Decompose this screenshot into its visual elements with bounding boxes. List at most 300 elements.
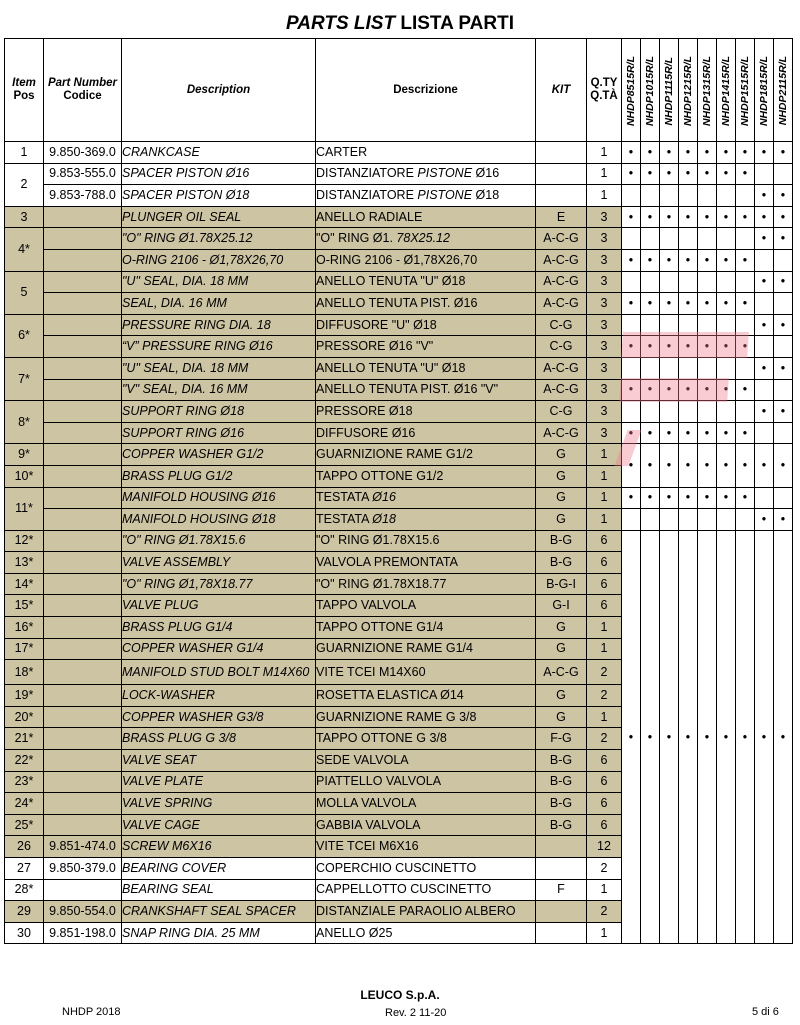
part-number-cell — [44, 401, 122, 423]
kit-cell: A-C-G — [536, 228, 587, 250]
model-dot-cell — [641, 228, 660, 250]
item-pos-cell: 4* — [5, 228, 44, 271]
model-dot-cell — [660, 185, 679, 207]
item-pos-cell: 30 — [5, 922, 44, 944]
description-cell: COPPER WASHER G1/2 — [122, 444, 316, 466]
descrizione-cell: VITE TCEI M14X60 — [316, 660, 536, 685]
qty-cell: 12 — [587, 836, 622, 858]
model-dot-cell: • — [698, 142, 717, 164]
description-cell: SCREW M6X16 — [122, 836, 316, 858]
part-number-cell: 9.853-788.0 — [44, 185, 122, 207]
item-pos-cell: 19* — [5, 685, 44, 707]
model-dot-cell: • — [698, 163, 717, 185]
model-dot-cell: • — [641, 530, 660, 944]
description-cell: CRANKSHAFT SEAL SPACER — [122, 901, 316, 923]
part-number-cell — [44, 444, 122, 466]
model-dot-cell: • — [679, 422, 698, 444]
model-header: NHDP8515R/L — [622, 39, 641, 142]
model-dot-cell — [736, 401, 755, 423]
description-cell: O-RING 2106 - Ø1,78X26,70 — [122, 249, 316, 271]
model-dot-cell: • — [660, 336, 679, 358]
description-cell: SEAL, DIA. 16 MM — [122, 293, 316, 315]
page-number: 5 di 6 — [752, 1006, 779, 1018]
qty-cell: 1 — [587, 617, 622, 639]
model-dot-cell: • — [622, 487, 641, 509]
item-pos-cell: 27 — [5, 858, 44, 880]
item-pos-cell: 28* — [5, 879, 44, 901]
model-dot-cell: • — [717, 379, 736, 401]
model-dot-cell — [755, 249, 774, 271]
qty-cell: 2 — [587, 858, 622, 880]
descrizione-cell: "O" RING Ø1.78X18.77 — [316, 573, 536, 595]
model-dot-cell: • — [755, 314, 774, 336]
descrizione-header: Descrizione — [316, 39, 536, 142]
description-cell: SUPPORT RING Ø18 — [122, 401, 316, 423]
model-dot-cell: • — [679, 163, 698, 185]
model-dot-cell: • — [641, 336, 660, 358]
model-dot-cell — [641, 271, 660, 293]
model-dot-cell — [660, 271, 679, 293]
kit-cell: G — [536, 638, 587, 660]
item-pos-cell: 20* — [5, 706, 44, 728]
model-dot-cell — [622, 228, 641, 250]
model-dot-cell: • — [774, 206, 793, 228]
kit-cell: A-C-G — [536, 660, 587, 685]
description-cell: "V" SEAL, DIA. 16 MM — [122, 379, 316, 401]
model-dot-cell: • — [717, 530, 736, 944]
description-cell: MANIFOLD HOUSING Ø18 — [122, 509, 316, 531]
model-dot-cell — [736, 357, 755, 379]
descrizione-cell: ANELLO TENUTA "U" Ø18 — [316, 357, 536, 379]
descrizione-cell: CAPPELLOTTO CUSCINETTO — [316, 879, 536, 901]
model-dot-cell: • — [660, 142, 679, 164]
model-header: NHDP1815R/L — [755, 39, 774, 142]
description-cell: VALVE PLATE — [122, 771, 316, 793]
model-dot-cell: • — [774, 271, 793, 293]
kit-header: KIT — [536, 39, 587, 142]
model-dot-cell: • — [660, 163, 679, 185]
model-dot-cell — [660, 401, 679, 423]
part-number-cell — [44, 379, 122, 401]
descrizione-cell: TAPPO OTTONE G 3/8 — [316, 728, 536, 750]
qty-cell: 1 — [587, 487, 622, 509]
model-dot-cell: • — [717, 336, 736, 358]
part-number-cell — [44, 793, 122, 815]
part-number-cell — [44, 357, 122, 379]
descrizione-cell: O-RING 2106 - Ø1,78X26,70 — [316, 249, 536, 271]
model-dot-cell: • — [755, 530, 774, 944]
model-dot-cell: • — [736, 293, 755, 315]
model-header: NHDP1015R/L — [641, 39, 660, 142]
model-dot-cell: • — [698, 336, 717, 358]
part-number-cell — [44, 771, 122, 793]
description-cell: VALVE SPRING — [122, 793, 316, 815]
model-dot-cell — [622, 509, 641, 531]
part-number-cell: 9.850-379.0 — [44, 858, 122, 880]
part-number-header: Part Number Codice — [44, 39, 122, 142]
qty-cell: 2 — [587, 660, 622, 685]
model-dot-cell: • — [622, 444, 641, 487]
qty-cell: 2 — [587, 685, 622, 707]
kit-cell: C-G — [536, 314, 587, 336]
revision: Rev. 2 11-20 — [385, 1007, 447, 1019]
model-dot-cell — [755, 293, 774, 315]
model-dot-cell — [698, 185, 717, 207]
kit-cell: C-G — [536, 336, 587, 358]
description-cell: "O" RING Ø1.78X25.12 — [122, 228, 316, 250]
part-number-cell — [44, 750, 122, 772]
part-number-cell — [44, 638, 122, 660]
page-title: PARTS LIST LISTA PARTI — [285, 13, 514, 34]
kit-cell: G — [536, 465, 587, 487]
qty-cell: 1 — [587, 185, 622, 207]
item-pos-cell: 18* — [5, 660, 44, 685]
model-dot-cell: • — [774, 509, 793, 531]
qty-cell: 6 — [587, 552, 622, 574]
model-dot-cell — [774, 487, 793, 509]
model-dot-cell: • — [660, 422, 679, 444]
part-number-cell: 9.851-198.0 — [44, 922, 122, 944]
descrizione-cell: GUARNIZIONE RAME G 3/8 — [316, 706, 536, 728]
description-header: Description — [122, 39, 316, 142]
table-row — [5, 142, 793, 164]
kit-cell: B-G — [536, 750, 587, 772]
descrizione-cell: CARTER — [316, 142, 536, 164]
model-dot-cell — [660, 228, 679, 250]
kit-cell: B-G — [536, 552, 587, 574]
model-dot-cell: • — [717, 444, 736, 487]
model-dot-cell: • — [698, 379, 717, 401]
model-dot-cell — [717, 357, 736, 379]
descrizione-cell: TAPPO OTTONE G1/2 — [316, 465, 536, 487]
table-row — [5, 293, 793, 315]
qty-cell: 3 — [587, 379, 622, 401]
model-dot-cell: • — [660, 444, 679, 487]
kit-cell: A-C-G — [536, 357, 587, 379]
model-dot-cell — [774, 163, 793, 185]
model-dot-cell — [641, 185, 660, 207]
model-dot-cell — [622, 271, 641, 293]
part-number-cell — [44, 509, 122, 531]
model-dot-cell — [641, 401, 660, 423]
item-pos-cell: 16* — [5, 617, 44, 639]
part-number-cell — [44, 249, 122, 271]
kit-cell: G — [536, 444, 587, 466]
model-dot-cell — [698, 509, 717, 531]
model-dot-cell — [755, 422, 774, 444]
descrizione-cell: ANELLO TENUTA PIST. Ø16 — [316, 293, 536, 315]
qty-cell: 6 — [587, 595, 622, 617]
item-pos-cell: 11* — [5, 487, 44, 530]
descrizione-cell: DIFFUSORE Ø16 — [316, 422, 536, 444]
qty-cell: 3 — [587, 422, 622, 444]
model-dot-cell: • — [774, 142, 793, 164]
description-cell: PLUNGER OIL SEAL — [122, 206, 316, 228]
model-dot-cell: • — [679, 379, 698, 401]
model-dot-cell: • — [698, 487, 717, 509]
model-dot-cell: • — [755, 142, 774, 164]
model-dot-cell: • — [736, 336, 755, 358]
model-dot-cell: • — [622, 379, 641, 401]
descrizione-cell: PRESSORE Ø16 "V" — [316, 336, 536, 358]
model-dot-cell: • — [717, 163, 736, 185]
model-header: NHDP2115R/L — [774, 39, 793, 142]
model-dot-cell: • — [679, 444, 698, 487]
item-pos-cell: 8* — [5, 401, 44, 444]
item-pos-cell: 29 — [5, 901, 44, 923]
qty-cell: 3 — [587, 249, 622, 271]
model-dot-cell: • — [755, 357, 774, 379]
model-dot-cell: • — [679, 142, 698, 164]
model-dot-cell: • — [622, 142, 641, 164]
model-dot-cell — [698, 357, 717, 379]
qty-cell: 1 — [587, 706, 622, 728]
model-dot-cell: • — [660, 293, 679, 315]
description-cell: COPPER WASHER G3/8 — [122, 706, 316, 728]
model-dot-cell — [622, 401, 641, 423]
description-cell: CRANKCASE — [122, 142, 316, 164]
kit-cell: A-C-G — [536, 249, 587, 271]
kit-cell: B-G — [536, 771, 587, 793]
model-dot-cell: • — [622, 293, 641, 315]
qty-cell: 3 — [587, 401, 622, 423]
description-cell: BRASS PLUG G1/4 — [122, 617, 316, 639]
description-cell: VALVE ASSEMBLY — [122, 552, 316, 574]
descrizione-cell: GUARNIZIONE RAME G1/2 — [316, 444, 536, 466]
qty-cell: 3 — [587, 228, 622, 250]
qty-cell: 6 — [587, 750, 622, 772]
model-dot-cell: • — [698, 206, 717, 228]
table-row — [5, 401, 793, 423]
model-dot-cell — [641, 509, 660, 531]
model-dot-cell: • — [698, 249, 717, 271]
descrizione-cell: DISTANZIATORE PISTONE Ø18 — [316, 185, 536, 207]
descrizione-cell: DISTANZIALE PARAOLIO ALBERO — [316, 901, 536, 923]
model-dot-cell: • — [698, 530, 717, 944]
model-dot-cell: • — [774, 314, 793, 336]
description-cell: VALVE SEAT — [122, 750, 316, 772]
item-pos-cell: 26 — [5, 836, 44, 858]
model-dot-cell: • — [641, 249, 660, 271]
model-dot-cell — [679, 185, 698, 207]
kit-cell: B-G — [536, 793, 587, 815]
model-dot-cell: • — [736, 163, 755, 185]
company-name: LEUCO S.p.A. — [360, 988, 440, 1002]
item-header: Item Pos — [5, 39, 44, 142]
qty-cell: 1 — [587, 638, 622, 660]
model-dot-cell: • — [736, 530, 755, 944]
item-pos-cell: 6* — [5, 314, 44, 357]
item-pos-cell: 15* — [5, 595, 44, 617]
model-dot-cell — [736, 271, 755, 293]
model-dot-cell: • — [679, 336, 698, 358]
kit-cell — [536, 922, 587, 944]
descrizione-cell: ANELLO RADIALE — [316, 206, 536, 228]
qty-cell: 1 — [587, 509, 622, 531]
table-row — [5, 271, 793, 293]
kit-cell: C-G — [536, 401, 587, 423]
description-cell: BEARING SEAL — [122, 879, 316, 901]
part-number-cell — [44, 660, 122, 685]
table-row — [5, 163, 793, 185]
model-dot-cell: • — [717, 142, 736, 164]
descrizione-cell: COPERCHIO CUSCINETTO — [316, 858, 536, 880]
model-dot-cell — [698, 271, 717, 293]
model-dot-cell — [660, 509, 679, 531]
descrizione-cell: ROSETTA ELASTICA Ø14 — [316, 685, 536, 707]
part-number-cell — [44, 706, 122, 728]
model-dot-cell: • — [660, 530, 679, 944]
kit-cell — [536, 858, 587, 880]
part-number-cell — [44, 685, 122, 707]
description-cell: MANIFOLD STUD BOLT M14X60 — [122, 660, 316, 685]
qty-cell: 6 — [587, 771, 622, 793]
model-dot-cell: • — [622, 336, 641, 358]
part-number-cell — [44, 465, 122, 487]
model-dot-cell: • — [641, 487, 660, 509]
model-dot-cell: • — [717, 422, 736, 444]
table-row — [5, 487, 793, 509]
descrizione-cell: ANELLO Ø25 — [316, 922, 536, 944]
part-number-cell — [44, 422, 122, 444]
description-cell: "O" RING Ø1.78X15.6 — [122, 530, 316, 552]
table-row — [5, 206, 793, 228]
model-dot-cell — [755, 163, 774, 185]
item-pos-cell: 9* — [5, 444, 44, 466]
part-number-cell — [44, 487, 122, 509]
model-dot-cell — [717, 271, 736, 293]
description-cell: LOCK-WASHER — [122, 685, 316, 707]
model-dot-cell: • — [660, 487, 679, 509]
model-dot-cell: • — [622, 163, 641, 185]
model-dot-cell — [717, 228, 736, 250]
model-header: NHDP1415R/L — [717, 39, 736, 142]
item-pos-cell: 7* — [5, 357, 44, 400]
item-pos-cell: 1 — [5, 142, 44, 164]
kit-cell: B-G — [536, 530, 587, 552]
qty-cell: 2 — [587, 901, 622, 923]
qty-cell: 1 — [587, 465, 622, 487]
description-cell: MANIFOLD HOUSING Ø16 — [122, 487, 316, 509]
model-dot-cell — [660, 357, 679, 379]
descrizione-cell: ANELLO TENUTA "U" Ø18 — [316, 271, 536, 293]
model-dot-cell — [774, 336, 793, 358]
model-dot-cell: • — [660, 379, 679, 401]
part-number-cell — [44, 728, 122, 750]
descrizione-cell: "O" RING Ø1.78X15.6 — [316, 530, 536, 552]
model-dot-cell — [774, 293, 793, 315]
model-dot-cell: • — [736, 206, 755, 228]
part-number-cell — [44, 595, 122, 617]
model-dot-cell — [755, 336, 774, 358]
model-dot-cell: • — [698, 422, 717, 444]
qty-cell: 6 — [587, 573, 622, 595]
highlight-mark — [619, 378, 729, 402]
item-pos-cell: 24* — [5, 793, 44, 815]
kit-cell: A-C-G — [536, 379, 587, 401]
item-pos-cell: 21* — [5, 728, 44, 750]
part-number-cell: 9.850-554.0 — [44, 901, 122, 923]
model-dot-cell: • — [774, 444, 793, 487]
model-dot-cell: • — [755, 206, 774, 228]
model-dot-cell: • — [641, 142, 660, 164]
description-cell: SUPPORT RING Ø16 — [122, 422, 316, 444]
qty-cell: 1 — [587, 142, 622, 164]
kit-cell: G — [536, 706, 587, 728]
descrizione-cell: DIFFUSORE "U" Ø18 — [316, 314, 536, 336]
model-dot-cell: • — [736, 249, 755, 271]
model-dot-cell: • — [641, 422, 660, 444]
qty-cell: 3 — [587, 357, 622, 379]
descrizione-cell: PRESSORE Ø18 — [316, 401, 536, 423]
part-number-cell — [44, 336, 122, 358]
document-code: NHDP 2018 — [62, 1006, 121, 1018]
qty-header: Q.TY Q.TÀ — [587, 39, 622, 142]
model-dot-cell: • — [698, 444, 717, 487]
model-dot-cell: • — [755, 185, 774, 207]
item-pos-cell: 13* — [5, 552, 44, 574]
kit-cell: G-I — [536, 595, 587, 617]
part-number-cell — [44, 573, 122, 595]
qty-cell: 3 — [587, 293, 622, 315]
model-dot-cell — [736, 228, 755, 250]
model-dot-cell — [679, 357, 698, 379]
model-dot-cell — [622, 185, 641, 207]
model-dot-cell: • — [774, 228, 793, 250]
item-pos-cell: 23* — [5, 771, 44, 793]
description-cell: BEARING COVER — [122, 858, 316, 880]
qty-cell: 1 — [587, 879, 622, 901]
item-pos-cell: 5 — [5, 271, 44, 314]
qty-cell: 2 — [587, 728, 622, 750]
table-row — [5, 357, 793, 379]
qty-cell: 1 — [587, 444, 622, 466]
descrizione-cell: MOLLA VALVOLA — [316, 793, 536, 815]
descrizione-cell: ANELLO TENUTA PIST. Ø16 "V" — [316, 379, 536, 401]
description-cell: BRASS PLUG G 3/8 — [122, 728, 316, 750]
model-dot-cell — [679, 401, 698, 423]
kit-cell: F — [536, 879, 587, 901]
part-number-cell — [44, 228, 122, 250]
item-pos-cell: 3 — [5, 206, 44, 228]
model-dot-cell — [774, 422, 793, 444]
part-number-cell — [44, 293, 122, 315]
model-dot-cell — [717, 401, 736, 423]
table-row — [5, 509, 793, 531]
descrizione-cell: GABBIA VALVOLA — [316, 814, 536, 836]
model-dot-cell: • — [736, 379, 755, 401]
kit-cell: G — [536, 509, 587, 531]
model-dot-cell: • — [622, 249, 641, 271]
qty-cell: 3 — [587, 271, 622, 293]
highlight-mark — [621, 332, 749, 358]
model-dot-cell: • — [679, 530, 698, 944]
model-dot-cell — [774, 379, 793, 401]
model-dot-cell — [698, 401, 717, 423]
model-dot-cell — [622, 357, 641, 379]
descrizione-cell: "O" RING Ø1. 78X25.12 — [316, 228, 536, 250]
model-dot-cell — [717, 509, 736, 531]
description-cell: SNAP RING DIA. 25 MM — [122, 922, 316, 944]
kit-cell: A-C-G — [536, 271, 587, 293]
descrizione-cell: GUARNIZIONE RAME G1/4 — [316, 638, 536, 660]
item-pos-cell: 10* — [5, 465, 44, 487]
model-dot-cell: • — [736, 142, 755, 164]
model-dot-cell: • — [755, 509, 774, 531]
table-row — [5, 530, 793, 552]
descrizione-cell: VALVOLA PREMONTATA — [316, 552, 536, 574]
part-number-cell — [44, 206, 122, 228]
